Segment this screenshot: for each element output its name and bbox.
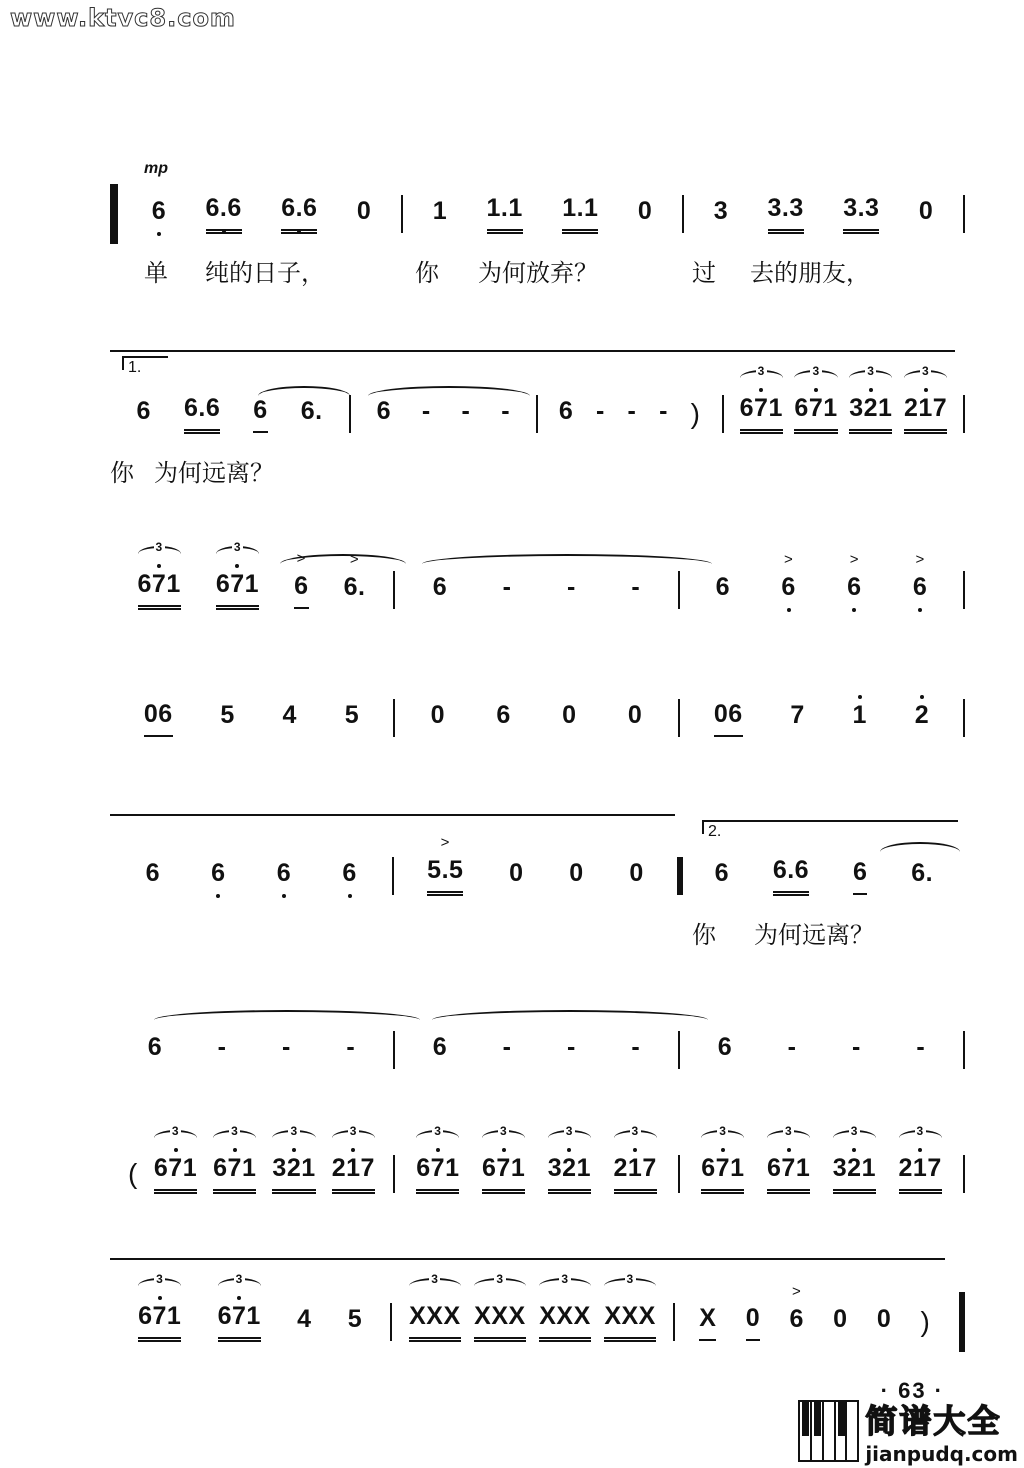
measure: [110, 1124, 393, 1192]
lyric: 你: [415, 258, 439, 287]
measure: [110, 1032, 393, 1068]
watermark: www.ktvc8.com: [10, 4, 236, 32]
measure: [110, 540, 393, 608]
barline: [963, 1031, 965, 1069]
triplet-note: 3 321: [849, 394, 892, 434]
triplet-mark: 3: [218, 1278, 261, 1294]
barline: [963, 395, 965, 433]
note: 1: [432, 196, 448, 225]
measure: [538, 396, 722, 432]
lyrics-line: [110, 254, 965, 286]
triplet-note: 3 671: [740, 394, 783, 434]
dash: -: [282, 1032, 291, 1061]
measure: [395, 700, 678, 736]
note: 0: [509, 858, 524, 887]
dash: -: [659, 396, 668, 425]
dash: -: [346, 1032, 356, 1061]
measure: [683, 858, 965, 894]
triplet-mark: 3: [614, 1130, 657, 1146]
accented-note: > 6: [847, 573, 861, 608]
note: 0: [746, 1304, 760, 1341]
triplet-note: 3 671: [767, 1154, 810, 1194]
dash: -: [421, 396, 431, 425]
measure: [680, 1032, 963, 1068]
note: 1.1: [487, 194, 523, 234]
triplet-note: 3 671: [482, 1154, 525, 1194]
measure: [684, 196, 963, 232]
triplet-note: 3 321: [272, 1154, 315, 1194]
measure: [110, 1272, 390, 1340]
note: 0: [356, 196, 372, 225]
note: 6: [342, 859, 356, 894]
accented-note: > 6: [781, 573, 795, 608]
accent-mark: >: [915, 550, 925, 568]
dash: -: [567, 1032, 576, 1061]
note: 6: [432, 1032, 448, 1061]
measure: [122, 196, 401, 232]
dash: -: [502, 1032, 512, 1061]
measure: [110, 858, 392, 894]
note: 6: [211, 859, 225, 894]
triplet-mark: 3: [701, 1130, 744, 1146]
tie: [422, 554, 712, 574]
dash: -: [631, 572, 641, 601]
dash: -: [461, 396, 471, 425]
dash: -: [502, 572, 512, 601]
barline: [963, 195, 965, 233]
triplet-note: 3 671: [216, 570, 259, 610]
note: X: [699, 1304, 716, 1341]
dash: -: [916, 1032, 926, 1061]
note: 4: [282, 700, 297, 729]
note: 5: [344, 700, 360, 729]
note: 6: [152, 197, 166, 232]
measure: [395, 1032, 678, 1068]
note: 2: [915, 701, 929, 736]
lyric: 过: [692, 258, 716, 287]
note: 6: [277, 859, 291, 894]
measure: [724, 364, 963, 432]
note: 5: [220, 700, 235, 729]
close-paren: ): [920, 1306, 931, 1337]
triplet-mark: 3: [740, 370, 783, 386]
triplet-rhythm: 3 XXX: [474, 1302, 526, 1342]
triplet-mark: 3: [416, 1130, 459, 1146]
logo-name: 简谱大全: [865, 1402, 1002, 1440]
lyrics-line: [110, 454, 965, 486]
measure: [110, 700, 393, 736]
note: 1.1: [562, 194, 598, 234]
triplet-rhythm: 3 XXX: [604, 1302, 656, 1342]
accented-note: > 5.5: [427, 856, 463, 896]
note: 6.6: [184, 394, 220, 434]
note: 0: [627, 700, 643, 729]
barline: [963, 699, 965, 737]
accent-mark: >: [349, 550, 360, 568]
triplet-mark: 3: [833, 1130, 876, 1146]
accented-note: > 6.: [343, 550, 366, 601]
separator-line: [110, 350, 955, 352]
measure: [395, 1124, 678, 1192]
measure: [680, 700, 963, 736]
triplet-mark: 3: [154, 1130, 197, 1146]
volta-2: 2.: [702, 820, 958, 834]
accent-mark: >: [296, 549, 306, 567]
triplet-mark: 3: [767, 1130, 810, 1146]
triplet-note: 3 671: [794, 394, 837, 434]
dynamic-marking: mp: [144, 160, 168, 177]
triplet-note: 3 671: [416, 1154, 459, 1194]
measure: [395, 572, 678, 608]
note: 3: [713, 196, 729, 225]
lyric: 你: [110, 458, 134, 487]
triplet-mark: 3: [548, 1130, 591, 1146]
triplet-mark: 3: [794, 370, 837, 386]
note: 0: [569, 858, 584, 887]
triplet-mark: 3: [904, 370, 947, 386]
note: 6: [136, 396, 151, 425]
measure: [392, 1272, 672, 1340]
note: 6: [715, 572, 731, 601]
triplet-note: 3 671: [138, 1302, 181, 1342]
dash: -: [852, 1032, 861, 1061]
measure: [110, 396, 349, 432]
close-paren: ): [690, 398, 701, 429]
page-number: · 63 ·: [880, 1378, 944, 1403]
note: 6: [853, 858, 867, 895]
lyric: 为何放弃？: [478, 258, 598, 287]
note: 06: [144, 700, 173, 737]
lyric: 去的朋友，: [750, 258, 870, 287]
triplet-note: 3 671: [701, 1154, 744, 1194]
note: 6: [376, 396, 391, 425]
dash: -: [631, 1032, 641, 1061]
note: 6: [714, 858, 729, 887]
triplet-mark: 3: [849, 370, 892, 386]
barline: [963, 571, 965, 609]
triplet-note: 3 671: [154, 1154, 197, 1194]
lyric: 纯的日子，: [205, 258, 325, 287]
separator-line: [110, 814, 675, 816]
note: 3.3: [768, 194, 804, 234]
triplet-mark: 3: [332, 1130, 375, 1146]
note: 4: [297, 1304, 312, 1333]
triplet-rhythm: 3 XXX: [409, 1302, 461, 1342]
note: 06: [714, 700, 743, 737]
triplet-note: 3 321: [548, 1154, 591, 1194]
lyric: 为何远离？: [154, 458, 274, 487]
note: 0: [833, 1304, 848, 1333]
measure: [351, 396, 535, 432]
note: 7: [790, 700, 805, 729]
note: 6.6: [773, 856, 809, 896]
dash: -: [595, 396, 605, 425]
note: 3.3: [843, 194, 879, 234]
tie: [154, 1010, 420, 1030]
repeat-start-barline: [110, 184, 118, 244]
lyric: 单: [144, 258, 168, 287]
measure: [680, 550, 963, 608]
note: 6.: [911, 858, 934, 887]
accented-note: > 6: [294, 572, 308, 609]
accent-mark: >: [849, 550, 860, 568]
triplet-mark: 3: [474, 1278, 526, 1294]
triplet-note: 3 671: [218, 1302, 261, 1342]
note: 6: [145, 858, 160, 887]
triplet-mark: 3: [272, 1130, 315, 1146]
triplet-mark: 3: [899, 1130, 942, 1146]
volta-1: 1.: [122, 356, 168, 370]
note: 0: [918, 196, 934, 225]
triplet-note: 3 671: [138, 570, 181, 610]
accent-mark: >: [783, 550, 794, 568]
note: 6: [253, 396, 267, 433]
measure: [403, 196, 682, 232]
note: 6.6: [206, 194, 242, 234]
note: 0: [562, 700, 577, 729]
note: 1: [853, 701, 867, 736]
triplet-mark: 3: [213, 1130, 256, 1146]
dash: -: [787, 1032, 797, 1061]
triplet-mark: 3: [138, 546, 181, 562]
note: 6: [717, 1032, 733, 1061]
triplet-note: 3 217: [899, 1154, 942, 1194]
triplet-mark: 3: [409, 1278, 461, 1294]
tie: [432, 1010, 708, 1030]
measure: [680, 1124, 963, 1192]
logo-url: jianpudq.com: [865, 1442, 1018, 1466]
accent-mark: >: [440, 834, 450, 851]
final-barline: [959, 1292, 965, 1352]
dash: -: [217, 1032, 227, 1061]
triplet-note: 3 217: [332, 1154, 375, 1194]
measure: [394, 834, 676, 894]
open-paren: (: [128, 1158, 138, 1189]
note: 6.: [300, 396, 323, 425]
note: 6: [147, 1032, 163, 1061]
accent-mark: >: [792, 1282, 802, 1300]
triplet-note: 3 321: [833, 1154, 876, 1194]
note: 0: [430, 700, 446, 729]
lyric: 为何远离？: [754, 920, 874, 949]
triplet-mark: 3: [138, 1278, 181, 1294]
note: 6.6: [281, 194, 317, 234]
dash: -: [501, 396, 511, 425]
site-logo: [798, 1398, 1018, 1464]
triplet-mark: 3: [482, 1130, 525, 1146]
barline: [963, 1155, 965, 1193]
separator-line: [110, 1258, 945, 1260]
note: 5: [347, 1304, 363, 1333]
dash: -: [627, 396, 637, 425]
triplet-rhythm: 3 XXX: [539, 1302, 591, 1342]
accented-note: > 6: [913, 573, 927, 608]
lyrics-line: [110, 916, 965, 948]
accented-note: > 6: [789, 1282, 804, 1333]
measure: [675, 1282, 955, 1340]
triplet-note: 3 671: [213, 1154, 256, 1194]
lyric: 你: [692, 920, 716, 949]
note: 6: [558, 396, 574, 425]
triplet-note: 3 217: [904, 394, 947, 434]
note: 6: [432, 572, 448, 601]
triplet-note: 3 217: [614, 1154, 657, 1194]
note: 0: [629, 858, 644, 887]
note: 0: [637, 196, 653, 225]
dash: -: [567, 572, 576, 601]
triplet-mark: 3: [216, 546, 259, 562]
piano-keys-icon: [798, 1400, 859, 1462]
triplet-mark: 3: [539, 1278, 591, 1294]
note: 6: [496, 700, 511, 729]
note: 0: [876, 1304, 892, 1333]
triplet-mark: 3: [604, 1278, 656, 1294]
